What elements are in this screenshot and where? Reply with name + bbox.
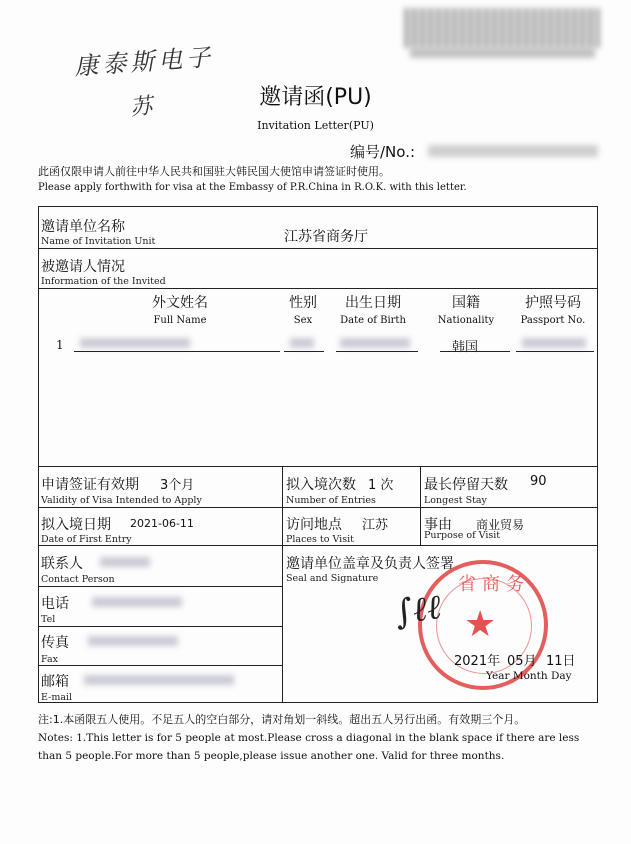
handwritten-company: 康泰斯电子 (73, 43, 215, 81)
column-label-cn: 外文姓名 (152, 295, 208, 311)
entry-date-label-en: Date of First Entry (41, 534, 132, 545)
seal-label-en: Seal and Signature (286, 573, 379, 584)
seal-star-icon: ★ (464, 604, 497, 645)
column-full-name (120, 292, 240, 326)
fax-label-cn: 传真 (41, 635, 69, 651)
number-label: 编号/No.: (350, 143, 416, 161)
contact-person-label-cn: 联系人 (41, 556, 83, 572)
stay-value: 90 (530, 474, 547, 489)
places-label-en: Places to Visit (286, 534, 354, 545)
entries-label-en: Number of Entries (286, 495, 376, 506)
number-value-redacted (428, 145, 598, 157)
full-name-underline (74, 351, 280, 352)
fax-redacted (88, 636, 178, 646)
document-title: 邀请函(PU) (259, 85, 372, 110)
fax-label-en: Fax (41, 654, 58, 665)
column-label-cn: 国籍 (452, 295, 480, 311)
entry-date-value: 2021-06-11 (130, 517, 194, 530)
barcode (405, 8, 600, 48)
column-sex (278, 292, 328, 326)
row-divider (38, 248, 598, 249)
col-divider (420, 466, 421, 545)
email-label-cn: 邮箱 (41, 674, 69, 690)
sex-underline (284, 351, 324, 352)
column-nationality (430, 292, 502, 326)
tel-label-en: Tel (41, 614, 56, 625)
stay-label-en: Longest Stay (424, 495, 487, 506)
row-divider (38, 545, 598, 546)
inviting-unit-label-en: Name of Invitation Unit (41, 236, 156, 247)
column-dob (333, 292, 413, 326)
entry-date-label-cn: 拟入境日期 (41, 517, 111, 533)
invited-label-en: Information of the Invited (41, 276, 166, 287)
col-divider (282, 466, 283, 703)
seal-month: 05月 (507, 654, 537, 669)
inviting-unit-label-cn: 邀请单位名称 (41, 219, 125, 235)
row-divider (38, 466, 598, 467)
inviting-unit-value: 江苏省商务厅 (284, 229, 368, 245)
column-label-cn: 性别 (289, 295, 317, 311)
signature-mark: ∫ℓℓ (392, 586, 444, 634)
row-divider (38, 507, 598, 508)
notice-en: Please apply forthwith for visa at the Embassy of P.R.China in R.O.K. with this letter. (38, 182, 467, 193)
places-label-cn: 访问地点 (286, 517, 342, 533)
seal-label-cn: 邀请单位盖章及负责人签署 (286, 556, 454, 572)
document-subtitle: Invitation Letter(PU) (257, 119, 374, 132)
row-divider (38, 586, 282, 587)
tel-label-cn: 电话 (41, 596, 69, 612)
column-label-en: Passport No. (520, 315, 586, 326)
row-index: 1 (56, 338, 64, 352)
seal-day: 11日 (546, 654, 576, 669)
column-label-en: Nationality (437, 315, 495, 326)
sex-redacted (290, 338, 314, 348)
notice-cn: 此函仅限申请人前往中华人民共和国驻大韩民国大使馆申请签证时使用。 (38, 165, 390, 178)
barcode-number-redacted (410, 48, 595, 58)
seal-year: 2021年 (454, 654, 501, 669)
footer-note-en: Notes: 1.This letter is for 5 people at most.Please cross a diagonal in the blank space if there are less than 5 people.For more than 5 people,please issue another one. Valid for three months. (38, 732, 580, 762)
column-passport (514, 292, 592, 326)
tel-redacted (92, 597, 182, 607)
entries-label-cn: 拟入境次数 (286, 477, 356, 493)
row-divider (38, 288, 598, 289)
entries-value: 1 次 (368, 478, 394, 493)
purpose-label-en: Purpose of Visit (424, 530, 501, 541)
validity-value: 3个月 (160, 478, 195, 493)
column-label-en: Sex (293, 315, 313, 326)
email-redacted (84, 675, 234, 685)
places-value: 江苏 (362, 518, 389, 533)
column-label-cn: 出生日期 (345, 295, 401, 311)
nationality-underline (440, 351, 510, 352)
full-name-redacted (80, 338, 190, 348)
purpose-value: 商业贸易 (476, 518, 525, 532)
seal-date-en: Year Month Day (486, 670, 572, 682)
contact-person-redacted (100, 557, 150, 567)
stay-label-cn: 最长停留天数 (424, 477, 508, 493)
passport-underline (516, 351, 594, 352)
column-label-cn: 护照号码 (525, 295, 581, 311)
purpose-label-cn: 事由 (424, 517, 452, 533)
validity-label-en: Validity of Visa Intended to Apply (41, 495, 202, 506)
footer-note-cn: 注:1.本函限五人使用。不足五人的空白部分，请对角划一斜线。超出五人另行出函。有效期三个月。 (38, 713, 526, 726)
column-label-en: Date of Birth (340, 315, 406, 326)
row-divider (38, 626, 282, 627)
row-divider (38, 665, 282, 666)
email-label-en: E-mail (41, 692, 73, 703)
column-label-en: Full Name (153, 315, 207, 326)
contact-person-label-en: Contact Person (41, 574, 115, 585)
dob-redacted (340, 338, 410, 348)
invited-label-cn: 被邀请人情况 (41, 259, 125, 275)
passport-redacted (522, 338, 586, 348)
dob-underline (336, 351, 418, 352)
nationality-value: 韩国 (452, 340, 479, 355)
seal-text: 省商务 (458, 574, 530, 595)
validity-label-cn: 申请签证有效期 (41, 477, 139, 493)
handwritten-initial: 苏 (128, 93, 154, 122)
